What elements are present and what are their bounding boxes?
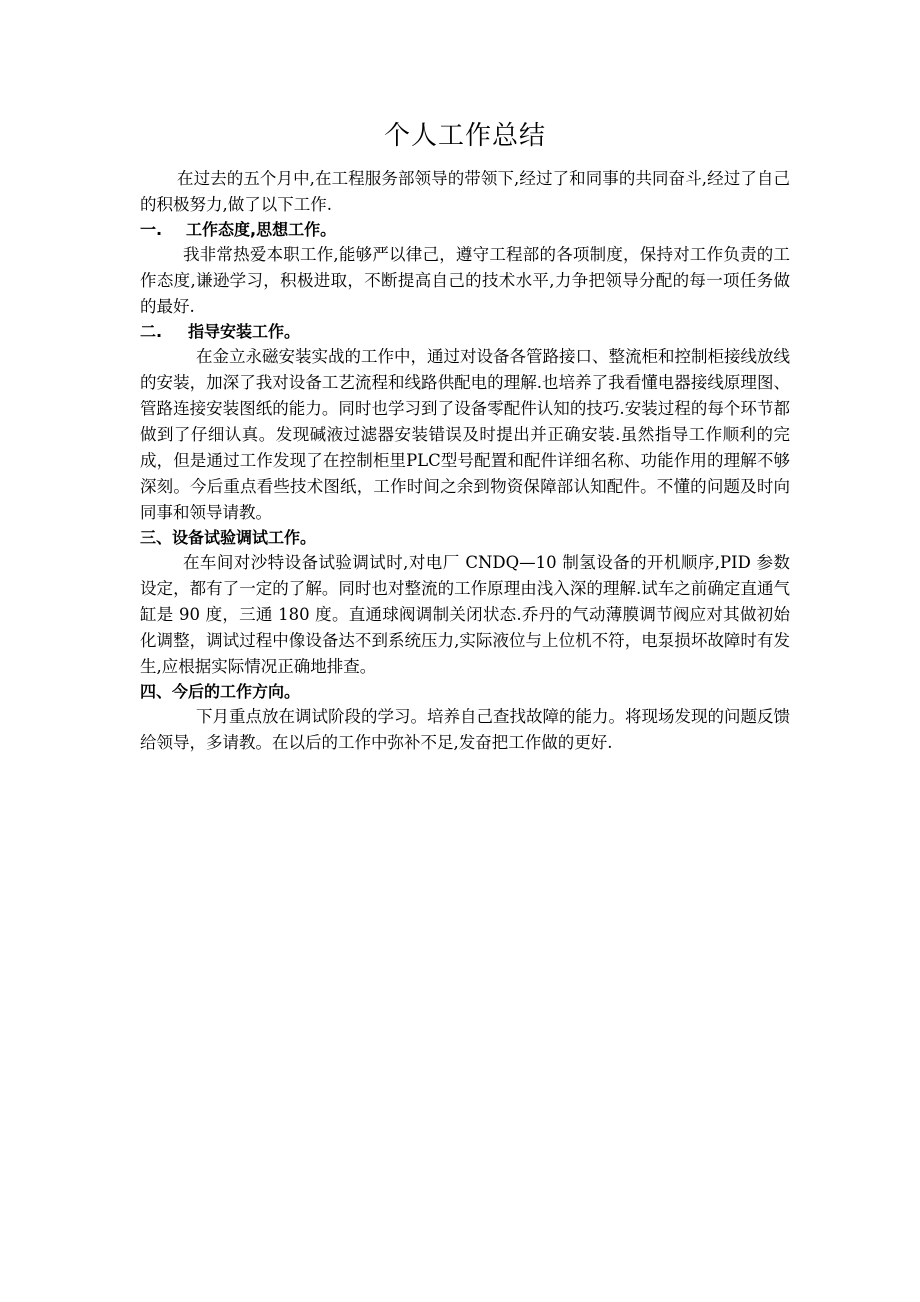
section-heading-2	[140, 320, 790, 344]
document-content	[140, 118, 790, 756]
section-title-4: 今后的工作方向。	[172, 682, 301, 701]
section-number-3: 三、	[140, 528, 173, 547]
section-body-1: 我非常热爱本职工作,能够严以律己，遵守工程部的各项制度，保持对工作负责的工作态度,谦逊学习，积极进取，不断提高自己的技术水平,力争把领导分配的每一项任务做的最好.	[140, 245, 790, 316]
section-heading-4	[140, 680, 790, 704]
section-heading-1	[140, 218, 790, 242]
section-body-4: 下月重点放在调试阶段的学习。培养自己查找故障的能力。将现场发现的问题反馈给领导，多请教。在以后的工作中弥补不足,发奋把工作做的更好.	[140, 707, 790, 752]
section-heading-3	[140, 526, 790, 550]
section-number-1: 一.	[140, 220, 163, 239]
section-body-3: 在车间对沙特设备试验调试时,对电厂 CNDQ—10 制氢设备的开机顺序,PID 参数设定，都有了一定的了解。同时也对整流的工作原理由浅入深的理解.试车之前确定直通气缸是 90 度，三通 180 度。直通球阀调制关闭状态.乔丹的气动薄膜调节阀应对其做初始化调整，调试过程中像设备达不到系统压力,实际液位与上位机不符，电泵损坏故障时有发生,应根据实际情况正确地排查。	[140, 553, 790, 676]
intro-paragraph: 在过去的五个月中,在工程服务部领导的带领下,经过了和同事的共同奋斗,经过了自己的积极努力,做了以下工作.	[140, 169, 790, 214]
section-number-2: 二.	[140, 322, 163, 341]
section-body-2: 在金立永磁安装实战的工作中，通过对设备各管路接口、整流柜和控制柜接线放线的安装，加深了我对设备工艺流程和线路供配电的理解.也培养了我看懂电器接线原理图、管路连接安装图纸的能力。同时也学习到了设备零配件认知的技巧.安装过程的每个环节都做到了仔细认真。发现碱液过滤器安装错误及时提出并正确安装.虽然指导工作顺利的完成，但是通过工作发现了在控制柜里PLC型号配置和配件详细名称、功能作用的理解不够深刻。今后重点看些技术图纸，工作时间之余到物资保障部认知配件。不懂的问题及时向同事和领导请教。	[140, 347, 790, 522]
document-title: 个人工作总结	[383, 121, 546, 151]
section-title-3: 设备试验调试工作。	[172, 528, 317, 547]
section-title-1: 工作态度,思想工作。	[186, 220, 337, 239]
section-title-2: 指导安装工作。	[188, 322, 301, 341]
section-number-4: 四、	[140, 682, 173, 701]
